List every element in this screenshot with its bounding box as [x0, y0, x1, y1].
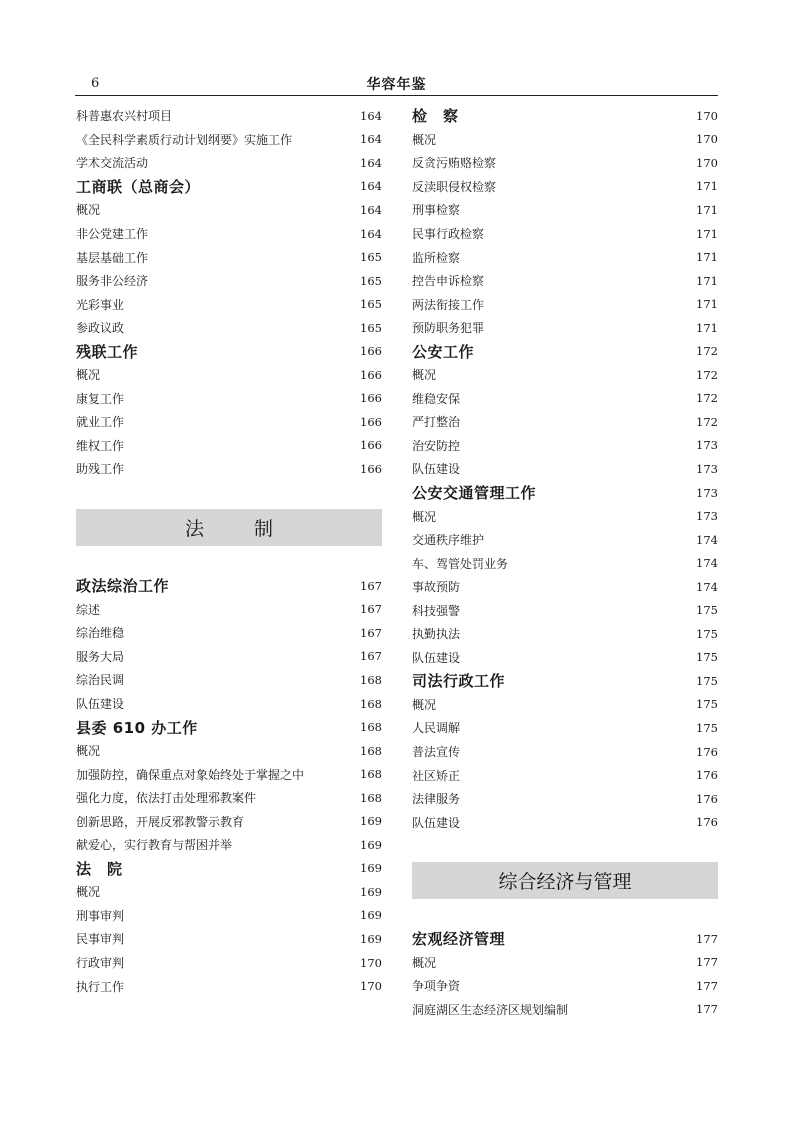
toc-entry-page: 172	[696, 344, 718, 359]
toc-entry-page: 165	[360, 273, 382, 288]
toc-entry-title: 队伍建设	[412, 462, 461, 477]
toc-entry[interactable]	[76, 410, 382, 434]
toc-entry-title: 科技强警	[412, 603, 461, 618]
toc-entry[interactable]	[412, 410, 718, 434]
toc-entry-page: 167	[360, 602, 382, 617]
toc-entry-page: 171	[696, 297, 718, 312]
toc-entry-page: 169	[360, 884, 382, 899]
toc-entry[interactable]	[412, 175, 718, 199]
toc-entry-title: 预防职务犯罪	[412, 321, 485, 336]
toc-entry-page: 171	[696, 226, 718, 241]
toc-entry-title: 事故预防	[412, 580, 461, 595]
toc-entry-title: 争项争资	[412, 979, 461, 994]
toc-entry-page: 166	[360, 414, 382, 429]
toc-entry[interactable]	[76, 762, 382, 786]
toc-entry-page: 168	[360, 696, 382, 711]
toc-entry-page: 164	[360, 202, 382, 217]
toc-entry[interactable]	[412, 269, 718, 293]
toc-entry-title: 概况	[412, 697, 437, 712]
toc-entry-title: 民事审判	[76, 932, 125, 947]
toc-entry-title: 概况	[76, 203, 101, 218]
toc-section-heading[interactable]	[412, 481, 718, 505]
toc-entry-title: 交通秩序维护	[412, 533, 485, 548]
toc-entry[interactable]	[412, 245, 718, 269]
toc-entry[interactable]	[76, 434, 382, 458]
toc-entry-page: 167	[360, 649, 382, 664]
toc-entry-title: 助残工作	[76, 462, 125, 477]
toc-entry[interactable]	[412, 457, 718, 481]
toc-entry[interactable]	[412, 528, 718, 552]
toc-entry-title: 概况	[412, 955, 437, 970]
toc-section-heading[interactable]	[76, 574, 382, 598]
toc-entry-title: 人民调解	[412, 721, 461, 736]
toc-entry[interactable]	[76, 128, 382, 152]
toc-entry-page: 170	[696, 132, 718, 147]
toc-entry-page: 166	[360, 344, 382, 359]
page-header	[75, 74, 718, 96]
toc-entry[interactable]	[76, 974, 382, 998]
toc-right-top	[412, 104, 718, 834]
toc-entry-page: 168	[360, 720, 382, 735]
toc-entry-page: 174	[696, 579, 718, 594]
toc-entry[interactable]	[76, 245, 382, 269]
toc-entry-title: 参政议政	[76, 321, 125, 336]
toc-section-heading[interactable]	[412, 927, 718, 951]
toc-entry[interactable]	[76, 316, 382, 340]
toc-entry-title: 检 察	[412, 107, 459, 126]
toc-entry-page: 173	[696, 485, 718, 500]
toc-entry-page: 171	[696, 273, 718, 288]
toc-entry-title: 概况	[76, 744, 101, 759]
toc-entry-title: 反渎职侵权检察	[412, 179, 497, 194]
toc-entry[interactable]	[76, 904, 382, 928]
toc-entry-page: 171	[696, 320, 718, 335]
toc-entry-title: 概况	[412, 368, 437, 383]
toc-entry[interactable]	[76, 269, 382, 293]
toc-entry[interactable]	[412, 810, 718, 834]
toc-entry[interactable]	[76, 457, 382, 481]
toc-entry-page: 164	[360, 155, 382, 170]
toc-entry-title: 反贪污贿赂检察	[412, 156, 497, 171]
toc-entry-page: 167	[360, 625, 382, 640]
toc-entry-page: 176	[696, 768, 718, 783]
toc-entry-page: 171	[696, 179, 718, 194]
toc-entry-title: 法 院	[76, 859, 123, 878]
toc-entry[interactable]	[412, 763, 718, 787]
toc-entry[interactable]	[412, 951, 718, 975]
toc-entry-title: 治安防控	[412, 438, 461, 453]
toc-section-heading[interactable]	[412, 104, 718, 128]
toc-entry-page: 176	[696, 791, 718, 806]
toc-entry[interactable]	[412, 622, 718, 646]
toc-entry-page: 173	[696, 509, 718, 524]
toc-entry-page: 172	[696, 367, 718, 382]
toc-entry-title: 维稳安保	[412, 391, 461, 406]
toc-entry-title: 两法衔接工作	[412, 297, 485, 312]
book-title: 华容年鉴	[366, 77, 427, 93]
banner-label: 法制	[184, 518, 323, 540]
toc-entry-title: 综治维稳	[76, 626, 125, 641]
toc-entry-page: 168	[360, 767, 382, 782]
toc-entry[interactable]	[412, 128, 718, 152]
toc-entry-page: 176	[696, 815, 718, 830]
toc-entry[interactable]	[412, 716, 718, 740]
toc-entry-title: 概况	[412, 132, 437, 147]
toc-entry[interactable]	[412, 222, 718, 246]
toc-entry-title: 执行工作	[76, 979, 125, 994]
toc-entry-page: 175	[696, 673, 718, 688]
toc-entry-title: 法律服务	[412, 792, 461, 807]
toc-entry-title: 刑事检察	[412, 203, 461, 218]
toc-entry-page: 171	[696, 202, 718, 217]
toc-entry[interactable]	[76, 598, 382, 622]
toc-entry[interactable]	[76, 645, 382, 669]
toc-entry-page: 173	[696, 461, 718, 476]
toc-entry[interactable]	[412, 387, 718, 411]
toc-entry[interactable]	[412, 998, 718, 1022]
toc-section-heading[interactable]	[412, 669, 718, 693]
toc-entry-page: 166	[360, 367, 382, 382]
toc-entry[interactable]	[76, 786, 382, 810]
toc-entry-page: 168	[360, 790, 382, 805]
toc-entry-page: 166	[360, 438, 382, 453]
toc-entry-title: 概况	[76, 368, 101, 383]
toc-entry-page: 167	[360, 578, 382, 593]
toc-entry-title: 《全民科学素质行动计划纲要》实施工作	[76, 132, 293, 147]
toc-entry-title: 概况	[412, 509, 437, 524]
toc-entry-title: 普法宣传	[412, 745, 461, 760]
toc-entry[interactable]	[412, 363, 718, 387]
toc-entry-title: 综述	[76, 602, 101, 617]
toc-entry-page: 175	[696, 697, 718, 712]
toc-entry[interactable]	[412, 740, 718, 764]
toc-entry-title: 宏观经济管理	[412, 930, 506, 949]
toc-entry-title: 残联工作	[76, 342, 139, 361]
toc-entry[interactable]	[412, 316, 718, 340]
toc-entry-page: 177	[696, 1002, 718, 1017]
toc-entry[interactable]	[412, 974, 718, 998]
toc-entry-page: 170	[696, 108, 718, 123]
toc-entry-title: 概况	[76, 885, 101, 900]
toc-entry-page: 170	[696, 155, 718, 170]
toc-entry[interactable]	[412, 151, 718, 175]
toc-entry-page: 174	[696, 556, 718, 571]
toc-entry-title: 创新思路，开展反邪教警示教育	[76, 814, 245, 829]
toc-entry-page: 166	[360, 391, 382, 406]
toc-right-bottom	[412, 927, 718, 1021]
toc-entry-title: 学术交流活动	[76, 156, 149, 171]
toc-entry-page: 171	[696, 250, 718, 265]
toc-entry-page: 165	[360, 320, 382, 335]
toc-entry-title: 光彩事业	[76, 297, 125, 312]
toc-entry-title: 严打整治	[412, 415, 461, 430]
toc-entry[interactable]	[76, 292, 382, 316]
toc-entry[interactable]	[412, 292, 718, 316]
toc-entry[interactable]	[412, 504, 718, 528]
toc-entry-page: 169	[360, 861, 382, 876]
toc-left-top	[76, 104, 382, 481]
toc-entry-page: 174	[696, 532, 718, 547]
toc-entry-title: 服务非公经济	[76, 274, 149, 289]
toc-entry-title: 队伍建设	[412, 815, 461, 830]
toc-entry-title: 维权工作	[76, 438, 125, 453]
page-number: 6	[91, 76, 100, 91]
toc-entry[interactable]	[412, 551, 718, 575]
toc-entry-page: 165	[360, 297, 382, 312]
toc-section-heading[interactable]	[76, 715, 382, 739]
toc-entry-title: 县委 610 办工作	[76, 718, 198, 737]
toc-entry-title: 车、驾管处罚业务	[412, 556, 509, 571]
toc-entry[interactable]	[412, 646, 718, 670]
toc-entry-title: 公安工作	[412, 342, 475, 361]
toc-entry-title: 工商联（总商会）	[76, 177, 201, 196]
toc-entry-title: 非公党建工作	[76, 227, 149, 241]
toc-entry[interactable]	[76, 833, 382, 857]
toc-entry-title: 献爱心，实行教育与帮困并举	[76, 838, 233, 853]
toc-entry-page: 169	[360, 931, 382, 946]
toc-entry-title: 服务大局	[76, 649, 125, 664]
toc-entry-page: 169	[360, 814, 382, 829]
toc-entry-title: 政法综治工作	[76, 577, 170, 596]
toc-entry[interactable]	[76, 621, 382, 645]
toc-entry-page: 175	[696, 626, 718, 641]
toc-entry-title: 综治民调	[76, 673, 125, 688]
toc-entry-page: 173	[696, 438, 718, 453]
toc-entry-title: 控告申诉检察	[412, 274, 485, 289]
toc-entry[interactable]	[412, 198, 718, 222]
toc-entry[interactable]	[412, 575, 718, 599]
toc-entry-title: 队伍建设	[76, 697, 125, 711]
toc-entry[interactable]	[76, 363, 382, 387]
toc-section-heading[interactable]	[76, 339, 382, 363]
toc-entry-page: 175	[696, 650, 718, 665]
toc-entry-page: 172	[696, 391, 718, 406]
toc-entry-page: 168	[360, 672, 382, 687]
toc-entry-title: 基层基础工作	[76, 250, 149, 265]
toc-entry-page: 164	[360, 108, 382, 123]
toc-entry-title: 科普惠农兴村项目	[76, 109, 173, 124]
toc-entry-title: 强化力度，依法打击处理邪教案件	[76, 791, 257, 806]
toc-entry-page: 177	[696, 955, 718, 970]
toc-entry[interactable]	[76, 739, 382, 763]
toc-left-bottom	[76, 574, 382, 998]
toc-entry-page: 164	[360, 132, 382, 147]
section-banner-fazhi	[76, 509, 382, 546]
toc-entry[interactable]	[412, 434, 718, 458]
toc-entry[interactable]	[76, 951, 382, 975]
toc-entry-page: 164	[360, 179, 382, 194]
toc-entry[interactable]	[412, 693, 718, 717]
toc-entry-page: 177	[696, 978, 718, 993]
toc-entry[interactable]	[76, 387, 382, 411]
toc-entry[interactable]	[76, 668, 382, 692]
toc-entry-page: 169	[360, 837, 382, 852]
banner-label: 综合经济与管理	[498, 871, 632, 893]
toc-entry-page: 175	[696, 603, 718, 618]
toc-entry[interactable]	[76, 880, 382, 904]
toc-entry-title: 洞庭湖区生态经济区规划编制	[412, 1002, 569, 1017]
toc-entry-page: 166	[360, 461, 382, 476]
toc-entry-title: 司法行政工作	[412, 672, 506, 691]
toc-entry-title: 康复工作	[76, 391, 125, 406]
toc-entry-page: 170	[360, 955, 382, 970]
toc-entry-page: 165	[360, 250, 382, 265]
section-banner-economy	[412, 862, 718, 899]
toc-entry[interactable]	[76, 222, 382, 246]
toc-entry[interactable]	[76, 198, 382, 222]
toc-entry-title: 行政审判	[76, 956, 125, 971]
toc-entry[interactable]	[412, 787, 718, 811]
toc-entry-title: 执勤执法	[412, 627, 461, 642]
toc-entry[interactable]	[412, 598, 718, 622]
toc-entry[interactable]	[76, 104, 382, 128]
toc-entry-title: 监所检察	[412, 250, 461, 265]
toc-entry-page: 164	[360, 226, 382, 241]
toc-entry[interactable]	[76, 692, 382, 716]
toc-entry-page: 169	[360, 908, 382, 923]
toc-entry[interactable]	[76, 809, 382, 833]
toc-section-heading[interactable]	[76, 857, 382, 881]
toc-entry-page: 170	[360, 979, 382, 994]
toc-entry-title: 民事行政检察	[412, 227, 485, 241]
toc-entry[interactable]	[76, 151, 382, 175]
toc-entry-title: 刑事审判	[76, 908, 125, 923]
toc-entry-title: 公安交通管理工作	[412, 484, 537, 503]
toc-entry-title: 队伍建设	[412, 650, 461, 665]
toc-section-heading[interactable]	[412, 339, 718, 363]
toc-entry-page: 176	[696, 744, 718, 759]
toc-entry-page: 172	[696, 414, 718, 429]
toc-section-heading[interactable]	[76, 175, 382, 199]
toc-entry[interactable]	[76, 927, 382, 951]
toc-entry-page: 168	[360, 743, 382, 758]
toc-entry-page: 177	[696, 931, 718, 946]
toc-entry-title: 就业工作	[76, 415, 125, 430]
toc-entry-title: 社区矫正	[412, 768, 461, 783]
toc-entry-page: 175	[696, 720, 718, 735]
toc-entry-title: 加强防控，确保重点对象始终处于掌握之中	[76, 767, 305, 782]
